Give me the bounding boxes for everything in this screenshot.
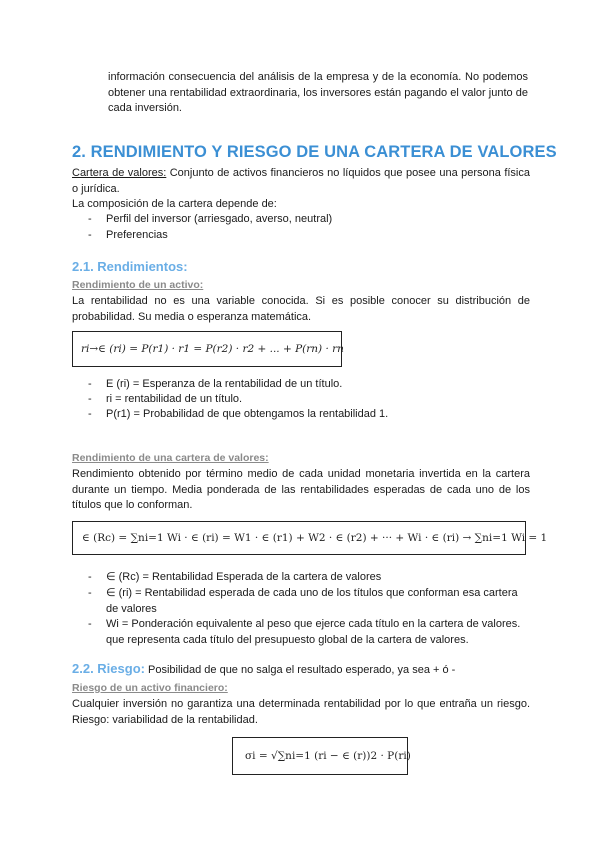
riesgo-heading: 2.2. Riesgo: xyxy=(72,661,145,676)
formula-rendimiento-cartera xyxy=(72,521,548,555)
rendimiento-cartera-subheading: Rendimiento de una cartera de valores: xyxy=(72,452,269,464)
formula-riesgo-text: σi = √∑ni=1 (ri − ∈ (r))2 · P(ri) xyxy=(245,750,411,762)
document-page: información consecuencia del análisis de la empresa y de la economía. No podemos obtener una rentabilidad extraordinaria, los inversores están pagando el valor junto de cada inversión. 2. RENDIMIENTO Y RIESGO DE UNA CARTERA DE VALORES Cartera de valores: Conjunto de activos financieros no líquidos que posee una persona física o jurídica. La composición de la cartera depende de: - Perfil del inversor (arriesgado, averso, neutral) - Preferencias 2.1. Rendimientos: Rendimiento de un activo: La rentabilidad no es una variable conocida. Si es posible conocer su distribución de probabilidad. Su media o esperanza matemática. ri→∈ (ri) = P(r1) · r1 = P(r2) · r2 + ... + P(rn) · rn - E (ri) = Esperanza de la rentabilidad de un título. - ri = rentabilidad de un título. - P(r1) = Probabilidad de que obtengamos la rentabilidad 1. Rendimiento de una cartera de valores: Rendimiento obtenido por término medio de cada unidad monetaria invertida en la cartera durante un tiempo. Media ponderada de las rentabilidades esperadas de cada uno de los títulos que lo conforman. ∈ (Rc) = ∑ni=1 Wi · ∈ (ri) = W1 · ∈ (r1) + W2 · ∈ (r2) + ··· + Wi · ∈ (ri) → ∑ni=1 Wi = 1 - ∈ (Rc) = Rentabilidad Esperada de la cartera de valores - ∈ (ri) = Rentabilidad esperada de cada uno de los títulos que conforman esa cartera de valores - Wi = Ponderación equivalente al peso que ejerce cada título en la cartera de valores. que representa cada título del presupuesto global de la cartera de valores. 2.2. Riesgo: Posibilidad de que no salga el resultado esperado, ya sea + ó - Riesgo de un activo financiero: Cualquier inversión no garantiza una determinada rentabilidad por lo que entraña un riesgo. Riesgo: variabilidad de la rentabilidad. σi = √∑ni=1 (ri − ∈ (r))2 · P(ri) xyxy=(0,0,600,848)
cartera-text: Conjunto de activos financieros no líquidos que posee una persona física o jurídica. xyxy=(72,167,530,195)
cartera-term: Cartera de valores: xyxy=(72,167,167,179)
riesgo-heading-line xyxy=(72,661,455,678)
formula-esperanza xyxy=(72,331,342,367)
riesgo-heading-text: Posibilidad de que no salga el resultado esperado, ya sea + ó - xyxy=(144,664,456,676)
section-2-heading: 2. RENDIMIENTO Y RIESGO DE UNA CARTERA DE VALORES xyxy=(72,143,557,161)
rendimiento-activo-subheading: Rendimiento de un activo: xyxy=(72,279,204,291)
rendimiento-cartera-paragraph: Rendimiento obtenido por término medio de cada unidad monetaria invertida en la cartera durante un tiempo. Media ponderada de las rentabilidades esperadas de cada uno de los títulos que lo conforman. xyxy=(72,468,530,512)
formula-rendimiento-cartera-text: ∈ (Rc) = ∑ni=1 Wi · ∈ (ri) = W1 · ∈ (r1) + W2 · ∈ (r2) + ··· + Wi · ∈ (ri) → ∑ni=1 Wi = 1 xyxy=(82,532,548,544)
cartera-definition xyxy=(72,166,530,197)
riesgo-activo-subheading: Riesgo de un activo financiero: xyxy=(72,682,228,694)
intro-paragraph: información consecuencia del análisis de la empresa y de la economía. No podemos obtener una rentabilidad extraordinaria, los inversores están pagando el valor junto de cada inversión. xyxy=(108,71,528,115)
riesgo-paragraph: Cualquier inversión no garantiza una determinada rentabilidad por lo que entraña un riesgo. Riesgo: variabilidad de la rentabilidad. xyxy=(72,698,530,726)
rendimientos-heading: 2.1. Rendimientos: xyxy=(72,259,188,274)
formula-riesgo xyxy=(232,737,411,775)
formula-esperanza-text: ri→∈ (ri) = P(r1) · r1 = P(r2) · r2 + ... + P(rn) · rn xyxy=(81,343,344,355)
composition-line: La composición de la cartera depende de: xyxy=(72,198,277,210)
rendimiento-activo-paragraph: La rentabilidad no es una variable conocida. Si es posible conocer su distribución de probabilidad. Su media o esperanza matemática. xyxy=(72,295,530,323)
